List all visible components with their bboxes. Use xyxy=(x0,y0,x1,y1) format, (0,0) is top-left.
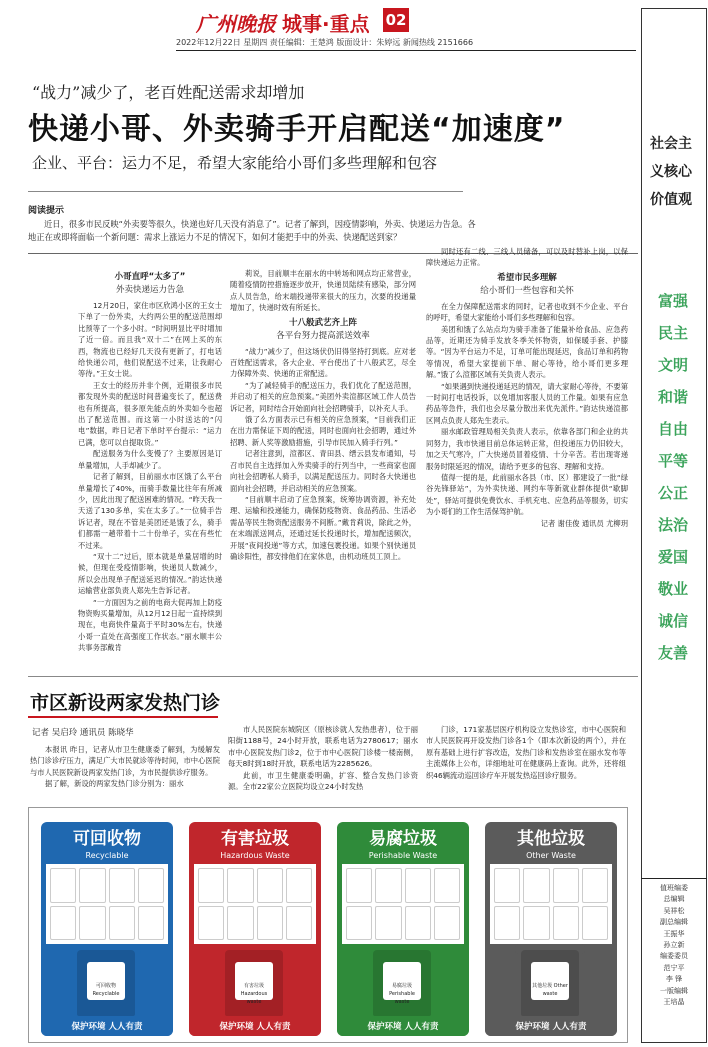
news2-column-1 xyxy=(30,744,220,802)
bin-label: 可回收物 Recyclable xyxy=(87,962,125,1000)
article-byline: 记者 谢佳俊 通讯员 尤柳玥 xyxy=(540,518,628,528)
bin-title: 易腐垃圾 xyxy=(369,829,437,849)
article-column-3 xyxy=(426,246,628,671)
staff-line: 副总编辑 xyxy=(660,918,688,927)
recyclable-bin-panel xyxy=(41,822,173,1036)
value-item: 文明 xyxy=(657,356,688,374)
news2-headline: 市区新设两家发热门诊 xyxy=(30,692,221,714)
bin-footer: 保护环境 人人有责 xyxy=(189,1019,321,1036)
paragraph: 市人民医院东城院区（原核诊就人发热患者），位于丽阳街1188号，24小时开放，联系电话为2780617；丽水市中心医院发热门诊2，位于市中心医院门诊楼一楼南侧，每天8时到18时开放，联系电话为2285626。 xyxy=(228,725,418,769)
value-item: 平等 xyxy=(657,452,688,470)
value-item: 诚信 xyxy=(657,612,688,630)
value-item: 和谐 xyxy=(657,388,688,406)
bin-header xyxy=(337,822,469,864)
paragraph: 记者了解到，目前丽水市区饿了么平台单量增长了40%，而骑手数量比往年有所减少，因此出现了配送困难的情况。“昨天我一天送了130多单，实在太多了。”一位骑手告诉记者，现在不管是美团还是饿了么，骑手们都需一趟带着十二十份单子，实在有些忙不过来。 xyxy=(78,472,222,550)
bin-examples xyxy=(342,864,464,944)
staff-line: 总编辑 xyxy=(663,895,685,904)
masthead-rule xyxy=(176,50,636,51)
title-underline xyxy=(28,716,218,718)
section-title: 城事·重点 xyxy=(282,12,370,36)
staff-line: 编委委员 xyxy=(660,952,688,961)
garbage-sorting-ad xyxy=(28,807,628,1043)
reading-guide-text: 近日，很多市民反映“外卖要等很久，快递也好几天没有消息了”。记者了解到，因疫情影响，外卖、快递运力告急。各地正在或即将面临一个新问题：需求上涨运力不足的情况下，如何才能把手中的外卖、快递配送到家？ xyxy=(28,219,476,242)
bin-header xyxy=(485,822,617,864)
bin-english: Perishable Waste xyxy=(368,851,438,860)
lead-kicker: “战力”减少了，老百姓配送需求却增加 xyxy=(32,83,305,102)
value-item: 自由 xyxy=(657,420,688,438)
divider xyxy=(28,191,463,192)
paragraph: 在全力保障配送需求的同时，记者也收到不少企业、平台的呼吁，希望大家能给小哥们多些理解和包容。 xyxy=(426,301,628,323)
paragraph: “双十二”过后，原本就是单量居增的时候，但现在受疫情影响，快递员人数减少，所以会出现单子配送延迟的情况。”韵达快递运输营业部负责人郑先生告诉记者。 xyxy=(78,551,222,596)
paragraph: 据了解，新设的两家发热门诊分别为：丽水 xyxy=(45,779,184,789)
paragraph: 此前，市卫生健康委明确，扩容、整合发热门诊资源。全市22家公立医院均设立24小时发热 xyxy=(228,770,418,792)
paragraph: “为了减轻骑手的配送压力，我们优化了配送范围，并启动了相关的应急预案。”美团外卖渲都区域工作人员告诉记者，同时结合开始面向社会招聘骑手，以补充人手。 xyxy=(230,380,416,413)
paragraph: “一方面因为之前的电商大促再加上防疫物资购买量增加，从12月12日起一直持续到现在，电商快件量高于平时30%左右，快递小哥一直处在高强度工作状态。”丽水顺丰公共事务部戴肯 xyxy=(78,597,222,653)
hazardous-bin-panel xyxy=(189,822,321,1036)
bin-title: 可回收物 xyxy=(73,829,141,849)
bin-english: Recyclable xyxy=(85,851,129,860)
divider xyxy=(28,676,638,677)
value-item: 友善 xyxy=(657,644,688,662)
staff-line: 值班编委 xyxy=(660,884,688,892)
paragraph: 门诊，171家基层医疗机构设立发热诊室，市中心医院和市人民医院再开设发热门诊各1个（即本次新设的两个），并在原有基础上进行扩容改造，发热门诊和发热诊室在丽水发布等主流媒体上公布，详细地址可在健康码上查询。此外，还将组织46辆流动巡回诊疗车开展发热巡回诊疗服务。 xyxy=(426,725,626,780)
news2-column-2 xyxy=(228,724,418,802)
news2-column-3 xyxy=(426,724,626,802)
masthead-meta: 2022年12月22日 星期四 责任编辑：王楚鸿 版面设计：朱婷远 新闻热线 2151666 xyxy=(176,38,474,47)
column-subtitle: 给小哥们一些包容和关怀 xyxy=(480,285,574,296)
bin-label: 有害垃圾 Hazardous waste xyxy=(235,962,273,1000)
bin-footer: 保护环境 人人有责 xyxy=(485,1019,617,1036)
bin-footer: 保护环境 人人有责 xyxy=(337,1019,469,1036)
divider xyxy=(641,878,707,879)
lead-headline: 快递小哥、外卖骑手开启配送“加速度” xyxy=(28,112,566,147)
column-subtitle: 外卖快递运力告急 xyxy=(115,285,184,295)
bin-english: Hazardous Waste xyxy=(220,851,290,860)
paragraph: “战力”减少了，但这场伏仍旧得坚持打到底。应对老百姓配送需求，各大企业、平台使出了十八般武艺，尽全力保障外卖、快递的正常配送。 xyxy=(230,346,416,379)
newspaper-logo: 广州晚报 xyxy=(196,12,276,36)
paragraph: 值得一提的是，此前丽水各县（市、区）都建设了一批“绿谷先锋驿站”，为外卖快递、网约车等新就业群体提供“歇脚处”，驿站可提供免费饮水、手机充电、应急药品等服务，切实为小哥们的工作生活保驾护航。 xyxy=(426,472,628,517)
paragraph: 王女士的经历并非个例，近期很多市民都发现外卖的配送时间普遍变长了，配送费也有所提高，很多原先能点的外卖如今也超出了配送范围。而这第一小时送达的“闪电”数据，昨日记者下单时平台提示：“运力已满，您可以自提取货。” xyxy=(78,380,222,447)
staff-line: 王培晶 xyxy=(663,998,685,1007)
article-column-1 xyxy=(78,268,222,671)
paragraph: 同时还有二线、三线人员储备，可以及时替补上岗，以保障快递运力正常。 xyxy=(426,247,628,268)
staff-line: 孙立新 xyxy=(663,941,685,950)
paragraph: “如果遇到快递投递延迟的情况，请大家耐心等待，不要第一时间打电话投诉，以免增加客服人员的工作量。如果有应急药品等急件，我们也会尽量分散出来优先派件。”韵达快递渲都区网点负责人郑先生表示。 xyxy=(426,381,628,425)
bin-header xyxy=(41,822,173,864)
page-number: 02 xyxy=(383,8,409,32)
bin-footer: 保护环境 人人有责 xyxy=(41,1019,173,1036)
news2-byline: 记者 吴启玲 通讯员 陈晓华 xyxy=(32,728,134,738)
core-values-slogan: 社会主义核心价值观 xyxy=(650,136,692,208)
bin-title: 有害垃圾 xyxy=(221,829,289,849)
paragraph: 配送服务为什么变慢了？主要原因是订单量增加，人手却减少了。 xyxy=(78,449,222,470)
column-subtitle: 小哥直呼“太多了” xyxy=(114,272,186,282)
paragraph: 饿了么方面表示已有相关的应急预案，“目前我们正在出力需保证下周的配送，同时也面向社会招聘，通过外招聘、新人奖等激励措施，引导市民加入骑手行列。” xyxy=(230,415,416,447)
paragraph: 本报讯 昨日，记者从市卫生健康委了解到，为缓解发热门诊诊疗压力，满足广大市民就诊等待时间，市中心医院与市人民医院新设两家发热门诊，为市民提供诊疗服务。 xyxy=(30,745,220,777)
bin-examples xyxy=(490,864,612,944)
bin-examples xyxy=(46,864,168,944)
column-subtitle: 各平台努力提高派送效率 xyxy=(276,330,370,341)
bin-title: 其他垃圾 xyxy=(517,829,585,849)
staff-line: 王振华 xyxy=(663,929,685,938)
bin-english: Other Waste xyxy=(526,851,576,860)
paragraph: 记者注意到，渲都区、青田县、缙云县发布通知，号召市民自主选择加入外卖骑手的行列当中，一些商家也面向社会招聘私人骑手，以满足配送压力。同时各大快递也面向社会招聘，并启动相关的应急预案。 xyxy=(230,449,416,493)
other-waste-bin-panel xyxy=(485,822,617,1036)
paragraph: 丽水邮政管理局相关负责人表示，依靠各部门和企业的共同努力，我市快递目前总体运转正常，但投递压力仍旧较大，加之天气寒冷，广大快递员冒着疫情、十分辛苦。若出现寄递服务时限延迟的情况，请给予更多的包容、理解和支持。 xyxy=(426,427,628,471)
bin-label: 其他垃圾 Other waste xyxy=(531,962,569,1000)
staff-line: 一版编辑 xyxy=(660,986,688,995)
reading-guide-label: 阅读提示 xyxy=(28,206,65,216)
lead-subhead: 企业、平台：运力不足，希望大家能给小哥们多些理解和包容 xyxy=(32,154,438,172)
perishable-bin-panel xyxy=(337,822,469,1036)
column-subtitle: 希望市民多理解 xyxy=(497,272,557,283)
value-item: 爱国 xyxy=(657,548,688,566)
staff-line: 李 锋 xyxy=(665,975,683,984)
paragraph: “目前顺丰启动了应急预案，统筹协调资源，补充处理、运输和投递能力，确保防疫物资、食品药品、生活必需品等民生物资配送服务不间断。”戴肯莉说，除此之外，在末端派送网点，还通过延长投递时长，增加配送频次，开展“夜间投递”等方式，加速包裹投递。如果个别快递员确诊阳性，都安排他们在家休息，由机动班员工顶上。 xyxy=(230,494,416,561)
value-item: 公正 xyxy=(657,484,688,502)
value-item: 敬业 xyxy=(657,580,688,598)
editorial-staff-list xyxy=(644,883,704,1008)
staff-line: 吴祥松 xyxy=(663,906,685,915)
value-item: 民主 xyxy=(657,324,688,342)
value-item: 富强 xyxy=(657,292,688,310)
paragraph: 美团和饿了么站点均为骑手准备了能量补给食品、应急药品等，近期还为骑手发放冬季关怀物资，如保暖手套、护膝等。“因为平台运力不足，订单可能出现延迟，食品订单和药物等情况，希望大家提前下单、耐心等待，给小哥们更多理解。”饿了么渲都区域有关负责人表示。 xyxy=(426,324,628,380)
value-item: 法治 xyxy=(657,516,688,534)
bin-examples xyxy=(194,864,316,944)
core-values-list xyxy=(647,285,699,669)
bin-label: 易腐垃圾 Perishable waste xyxy=(383,962,421,1000)
paragraph: 12月20日，家住市区欣鸿小区的王女士下单了一份外卖，大约两公里的配送范围却比预等了一个多小时。“时间明显比平时增加了近一倍。而且我“双十二”在网上买的东西，物流也已经好几天没有更新了，打电话给快递公司，他们说配送不过来，让我耐心等待。”王女士说。 xyxy=(78,301,222,379)
paragraph: 莉说，目前顺丰在丽水的中转场和网点均正常营业，随着疫情防控措施逐步放开，快递员陆续有感染，部分网点人员告急，给末端投递带来很大的压力，次要的投递量增加了，快递时效有所延长。 xyxy=(230,269,416,313)
column-subtitle: 十八般武艺齐上阵 xyxy=(288,317,357,328)
bin-header xyxy=(189,822,321,864)
staff-line: 范宁平 xyxy=(663,963,685,972)
article-column-2 xyxy=(230,268,416,671)
